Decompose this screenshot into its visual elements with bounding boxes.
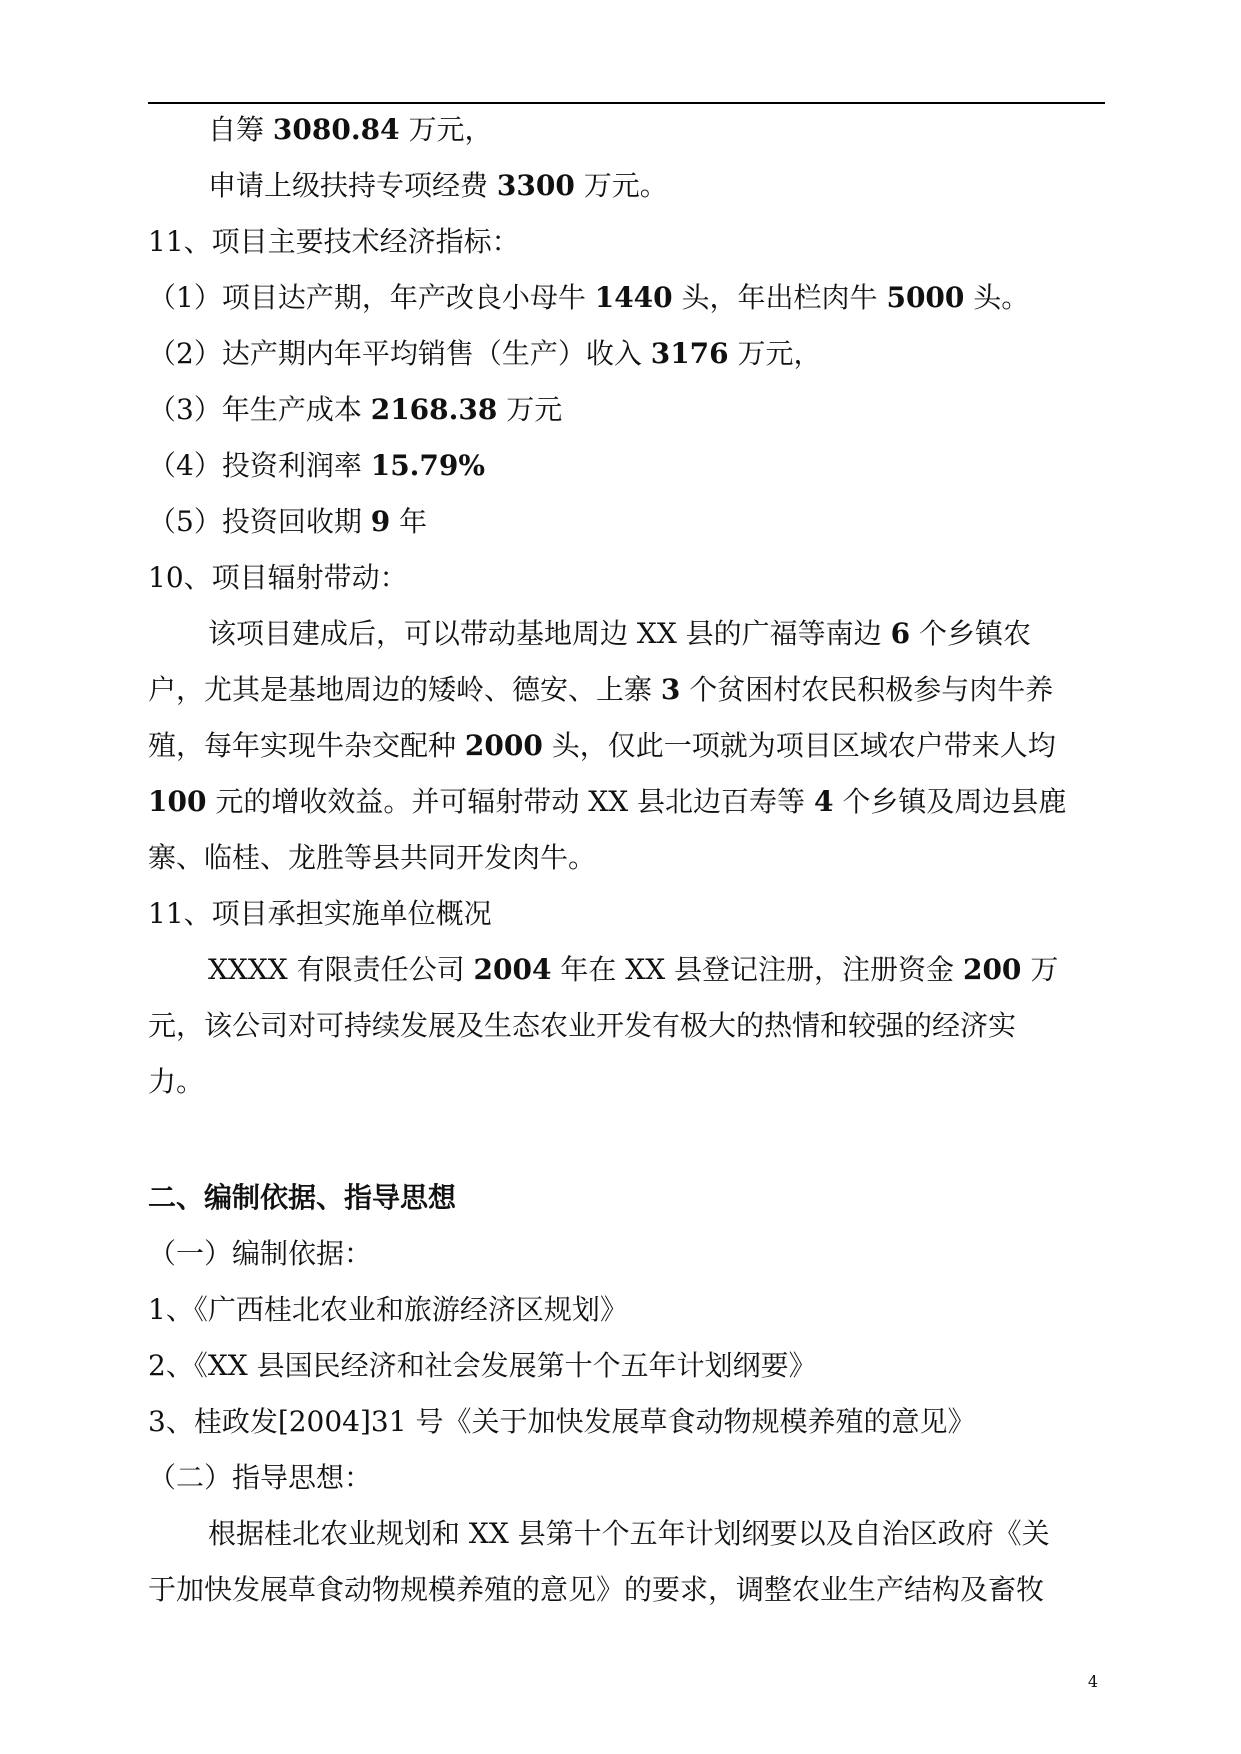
bold-figure: 6 [890, 617, 911, 650]
bold-figure: 9 [370, 505, 391, 538]
indicator-3: （3）年生产成本 2168.38 万元 [148, 393, 563, 426]
bold-figure: 3300 [496, 169, 575, 202]
para-special-funding: 申请上级扶持专项经费 3300 万元。 [208, 169, 668, 202]
bold-figure: 3080.84 [272, 113, 400, 146]
bold-figure: 2000 [464, 729, 543, 762]
indicator-4: （4）投资利润率 15.79% [148, 449, 486, 482]
bold-figure: 5000 [886, 281, 965, 314]
radiation-paragraph-line-1: 该项目建成后，可以带动基地周边 XX 县的广福等南边 6 个乡镇农 [208, 617, 1031, 650]
company-paragraph-line-2: 元，该公司对可持续发展及生态农业开发有极大的热情和较强的经济实 [148, 1009, 1017, 1042]
header-rule [148, 102, 1105, 104]
chapter-2-heading: 二、编制依据、指导思想 [148, 1181, 457, 1214]
bold-figure: 200 [962, 953, 1022, 986]
radiation-paragraph-line-4: 100 元的增收效益。并可辐射带动 XX 县北边百寿等 4 个乡镇及周边县鹿 [148, 785, 1067, 818]
bold-figure: 3 [660, 673, 681, 706]
bold-figure: 3176 [650, 337, 729, 370]
bold-figure: 1440 [594, 281, 673, 314]
bold-figure: 100 [148, 785, 207, 818]
subsection-guiding-thought: （二）指导思想： [148, 1461, 373, 1494]
section-11-company: 11、项目承担实施单位概况 [148, 897, 492, 930]
radiation-paragraph-line-5: 寨、临桂、龙胜等县共同开发肉牛。 [148, 841, 597, 874]
bold-figure: 4 [813, 785, 834, 818]
page-number: 4 [1087, 1672, 1098, 1691]
radiation-paragraph-line-3: 殖，每年实现牛杂交配种 2000 头，仅此一项就为项目区域农户带来人均 [148, 729, 1056, 762]
indicator-2: （2）达产期内年平均销售（生产）收入 3176 万元， [148, 337, 822, 370]
section-11-indicators: 11、项目主要技术经济指标： [148, 225, 520, 258]
radiation-paragraph-line-2: 户，尤其是基地周边的矮岭、德安、上寨 3 个贫困村农民积极参与肉牛养 [148, 673, 1054, 706]
bold-figure: 2004 [473, 953, 552, 986]
indicator-1: （1）项目达产期，年产改良小母牛 1440 头，年出栏肉牛 5000 头。 [148, 281, 1030, 314]
company-paragraph-line-1: XXXX 有限责任公司 2004 年在 XX 县登记注册，注册资金 200 万 [208, 953, 1059, 986]
bold-figure: 15.79% [370, 449, 486, 482]
subsection-basis: （一）编制依据： [148, 1237, 373, 1270]
guiding-paragraph-line-1: 根据桂北农业规划和 XX 县第十个五年计划纲要以及自治区政府《关 [208, 1517, 1050, 1550]
basis-item-1: 1、《广西桂北农业和旅游经济区规划》 [148, 1293, 628, 1326]
para-self-funding: 自筹 3080.84 万元， [208, 113, 493, 146]
company-paragraph-line-3: 力。 [148, 1065, 205, 1098]
bold-figure: 2168.38 [370, 393, 498, 426]
basis-item-3: 3、桂政发[2004]31 号《关于加快发展草食动物规模养殖的意见》 [148, 1405, 976, 1438]
section-10-radiation: 10、项目辐射带动： [148, 561, 408, 594]
guiding-paragraph-line-2: 于加快发展草食动物规模养殖的意见》的要求，调整农业生产结构及畜牧 [148, 1573, 1045, 1606]
basis-item-2: 2、《XX 县国民经济和社会发展第十个五年计划纲要》 [148, 1349, 817, 1382]
indicator-5: （5）投资回收期 9 年 [148, 505, 428, 538]
